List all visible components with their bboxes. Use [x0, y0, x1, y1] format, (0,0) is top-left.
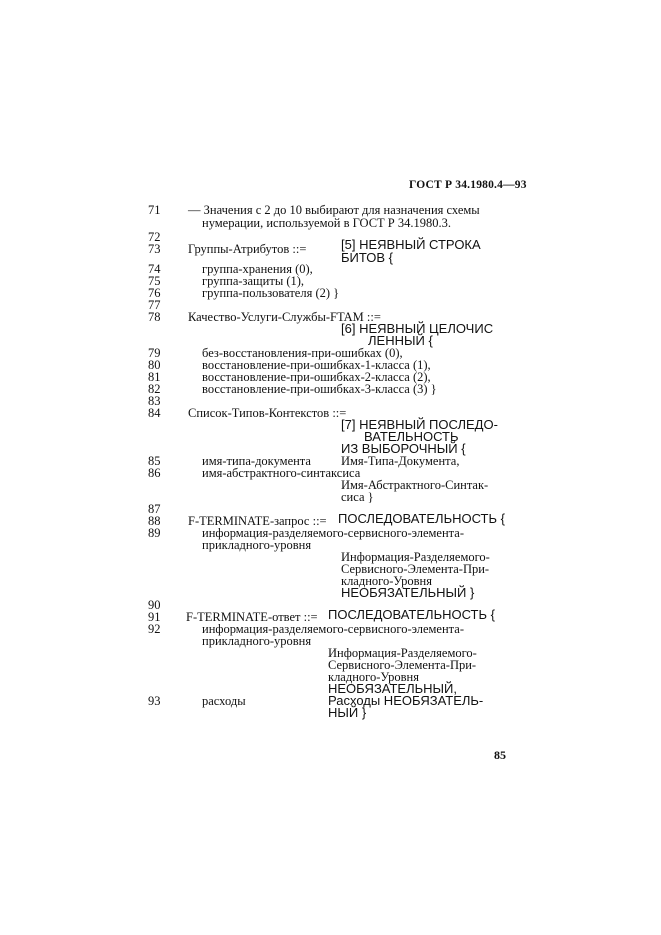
note-text: нумерации, используемой в ГОСТ Р 34.1980.3. [202, 216, 452, 230]
note-text: — Значения с 2 до 10 выбирают для назначения схемы [188, 203, 480, 217]
asn1-item: прикладного-уровня [202, 538, 312, 552]
line-number: 74 [148, 262, 161, 276]
page-header: ГОСТ Р 34.1980.4—93 [409, 179, 527, 191]
asn1-definition: Группы-Атрибутов ::= [188, 242, 307, 256]
asn1-type: кладного-Уровня [328, 670, 419, 684]
asn1-type: БИТОВ { [341, 250, 393, 265]
page-number: 85 [494, 748, 506, 762]
asn1-type: Информация-Разделяемого- [341, 550, 490, 564]
asn1-type: ПОСЛЕДОВАТЕЛЬНОСТЬ { [338, 511, 505, 526]
line-number: 92 [148, 622, 161, 636]
line-number: 82 [148, 382, 161, 396]
line-number: 83 [148, 394, 161, 408]
asn1-type: НЕОБЯЗАТЕЛЬНЫЙ } [341, 585, 475, 600]
line-number: 88 [148, 514, 161, 528]
asn1-type: [6] НЕЯВНЫЙ ЦЕЛОЧИС [341, 321, 494, 336]
line-number: 84 [148, 406, 161, 420]
line-number: 91 [148, 610, 161, 624]
asn1-item: имя-абстрактного-синтаксиса [202, 466, 361, 480]
asn1-type: Информация-Разделяемого- [328, 646, 477, 660]
asn1-item: восстановление-при-ошибках-3-класса (3) } [202, 382, 437, 396]
asn1-item: прикладного-уровня [202, 634, 312, 648]
asn1-item: информация-разделяемого-сервисного-элемента- [202, 622, 464, 636]
line-number: 77 [148, 298, 161, 312]
asn1-type: ПОСЛЕДОВАТЕЛЬНОСТЬ { [328, 607, 495, 622]
asn1-type: НЫЙ } [328, 705, 367, 720]
asn1-item: группа-хранения (0), [202, 262, 313, 276]
asn1-type: ИЗ ВЫБОРОЧНЫЙ { [341, 441, 466, 456]
asn1-type: Имя-Абстрактного-Синтак- [341, 478, 489, 492]
asn1-definition: F-TERMINATE-ответ ::= [186, 610, 318, 624]
line-number: 73 [148, 242, 161, 256]
line-number: 76 [148, 286, 161, 300]
asn1-item: расходы [202, 694, 246, 708]
line-number: 75 [148, 274, 161, 288]
asn1-type: [7] НЕЯВНЫЙ ПОСЛЕДО- [341, 417, 498, 432]
asn1-type: ВАТЕЛЬНОСТЬ [364, 429, 459, 444]
line-number: 90 [148, 598, 161, 612]
line-number: 87 [148, 502, 161, 516]
line-number: 89 [148, 526, 161, 540]
line-number: 80 [148, 358, 161, 372]
asn1-type: Имя-Типа-Документа, [341, 454, 460, 468]
asn1-item: без-восстановления-при-ошибках (0), [202, 346, 403, 360]
asn1-type: ЛЕННЫЙ { [368, 333, 433, 348]
line-number: 79 [148, 346, 161, 360]
line-number: 81 [148, 370, 161, 384]
asn1-definition: Список-Типов-Контекстов ::= [188, 406, 347, 420]
asn1-type: Расходы НЕОБЯЗАТЕЛЬ- [328, 693, 484, 708]
asn1-type: Сервисного-Элемента-При- [341, 562, 490, 576]
line-number: 71 [148, 203, 161, 217]
line-number: 78 [148, 310, 161, 324]
line-number: 72 [148, 230, 161, 244]
asn1-type: [5] НЕЯВНЫЙ СТРОКА [341, 237, 481, 252]
asn1-definition: Качество-Услуги-Службы-FTAM ::= [188, 310, 381, 324]
asn1-item: группа-пользователя (2) } [202, 286, 340, 300]
asn1-definition: F-TERMINATE-запрос ::= [188, 514, 327, 528]
asn1-type: сиса } [341, 490, 374, 504]
asn1-type: НЕОБЯЗАТЕЛЬНЫЙ, [328, 681, 457, 696]
line-number: 85 [148, 454, 161, 468]
line-number: 93 [148, 694, 161, 708]
asn1-item: восстановление-при-ошибках-1-класса (1), [202, 358, 431, 372]
asn1-item: восстановление-при-ошибках-2-класса (2), [202, 370, 431, 384]
asn1-item: информация-разделяемого-сервисного-элемента- [202, 526, 464, 540]
asn1-type: Сервисного-Элемента-При- [328, 658, 477, 672]
asn1-item: имя-типа-документа [202, 454, 311, 468]
asn1-type: кладного-Уровня [341, 574, 432, 588]
line-number: 86 [148, 466, 161, 480]
asn1-item: группа-защиты (1), [202, 274, 305, 288]
